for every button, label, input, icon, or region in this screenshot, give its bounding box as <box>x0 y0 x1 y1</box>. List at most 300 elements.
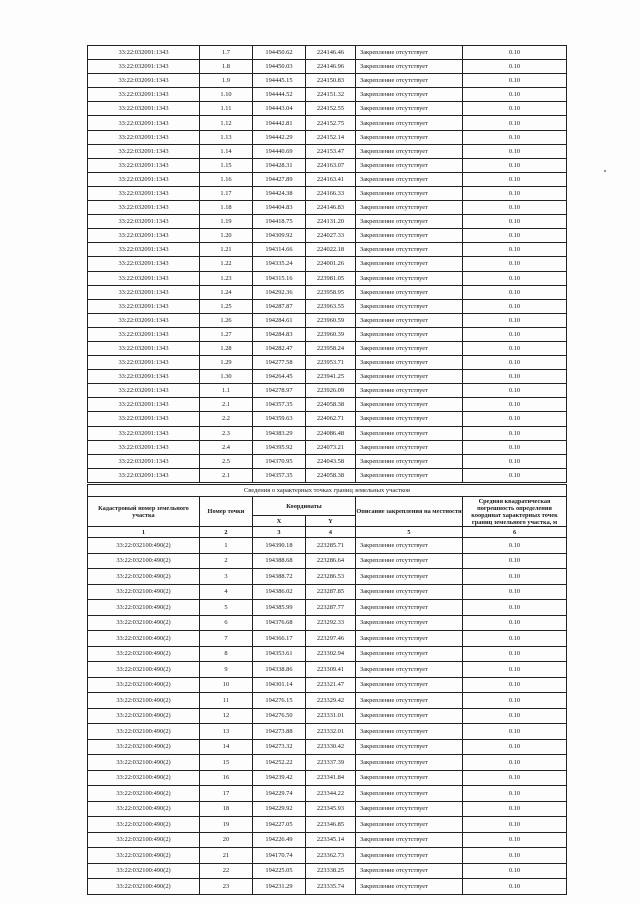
point-number-cell: 1.25 <box>200 299 253 313</box>
description-cell: Закрепление отсутствует <box>356 553 463 569</box>
error-cell: 0.10 <box>463 879 567 895</box>
x-coordinate-cell: 194424.38 <box>253 186 306 200</box>
cadastral-number-cell: 33:22:032100:490(2) <box>88 662 200 678</box>
y-coordinate-cell: 224146.96 <box>306 60 356 74</box>
x-coordinate-cell: 194287.87 <box>253 299 306 313</box>
x-coordinate-cell: 194315.16 <box>253 271 306 285</box>
error-cell: 0.10 <box>463 299 567 313</box>
table-row <box>88 88 567 102</box>
point-number-cell: 2 <box>200 553 253 569</box>
cadastral-number-cell: 33:22:032091:1343 <box>88 285 200 299</box>
cadastral-number-cell: 33:22:032100:490(2) <box>88 863 200 879</box>
y-coordinate-cell: 223287.77 <box>306 600 356 616</box>
point-number-cell: 1.29 <box>200 356 253 370</box>
cadastral-number-cell: 33:22:032091:1343 <box>88 327 200 341</box>
table-row <box>88 817 567 833</box>
x-coordinate-cell: 194273.32 <box>253 739 306 755</box>
point-number-cell: 10 <box>200 677 253 693</box>
boundary-points-table <box>87 484 567 895</box>
cadastral-number-cell: 33:22:032091:1343 <box>88 454 200 468</box>
point-number-cell: 16 <box>200 770 253 786</box>
error-cell: 0.10 <box>463 584 567 600</box>
y-coordinate-cell: 223309.41 <box>306 662 356 678</box>
description-cell: Закрепление отсутствует <box>356 817 463 833</box>
point-number-cell: 1.18 <box>200 201 253 215</box>
point-number-cell: 2.2 <box>200 412 253 426</box>
cadastral-number-cell: 33:22:032091:1343 <box>88 412 200 426</box>
header-point-number: Номер точки <box>200 497 253 527</box>
x-coordinate-cell: 194276.15 <box>253 693 306 709</box>
header-x: X <box>253 516 306 527</box>
table-row <box>88 341 567 355</box>
y-coordinate-cell: 223953.71 <box>306 356 356 370</box>
cadastral-number-cell: 33:22:032100:490(2) <box>88 739 200 755</box>
x-coordinate-cell: 194370.95 <box>253 454 306 468</box>
y-coordinate-cell: 224058.38 <box>306 398 356 412</box>
cadastral-number-cell: 33:22:032091:1343 <box>88 243 200 257</box>
cadastral-number-cell: 33:22:032100:490(2) <box>88 615 200 631</box>
point-number-cell: 1 <box>200 538 253 554</box>
description-cell: Закрепление отсутствует <box>356 832 463 848</box>
description-cell: Закрепление отсутствует <box>356 327 463 341</box>
description-cell: Закрепление отсутствует <box>356 313 463 327</box>
y-coordinate-cell: 223329.42 <box>306 693 356 709</box>
cadastral-number-cell: 33:22:032100:490(2) <box>88 832 200 848</box>
error-cell: 0.10 <box>463 724 567 740</box>
table-row <box>88 327 567 341</box>
table-row <box>88 440 567 454</box>
y-coordinate-cell: 223330.42 <box>306 739 356 755</box>
description-cell: Закрепление отсутствует <box>356 243 463 257</box>
x-coordinate-cell: 194292.36 <box>253 285 306 299</box>
header-y: Y <box>306 516 356 527</box>
point-number-cell: 7 <box>200 631 253 647</box>
table-row <box>88 801 567 817</box>
table-row <box>88 454 567 468</box>
y-coordinate-cell: 224152.14 <box>306 130 356 144</box>
error-cell: 0.10 <box>463 356 567 370</box>
description-cell: Закрепление отсутствует <box>356 708 463 724</box>
error-cell: 0.10 <box>463 370 567 384</box>
x-coordinate-cell: 194335.24 <box>253 257 306 271</box>
point-number-cell: 1.14 <box>200 144 253 158</box>
description-cell: Закрепление отсутствует <box>356 662 463 678</box>
cadastral-number-cell: 33:22:032091:1343 <box>88 341 200 355</box>
error-cell: 0.10 <box>463 454 567 468</box>
description-cell: Закрепление отсутствует <box>356 186 463 200</box>
y-coordinate-cell: 224073.21 <box>306 440 356 454</box>
description-cell: Закрепление отсутствует <box>356 693 463 709</box>
description-cell: Закрепление отсутствует <box>356 584 463 600</box>
y-coordinate-cell: 223960.39 <box>306 327 356 341</box>
y-coordinate-cell: 223926.09 <box>306 384 356 398</box>
x-coordinate-cell: 194338.86 <box>253 662 306 678</box>
cadastral-number-cell: 33:22:032091:1343 <box>88 102 200 116</box>
description-cell: Закрепление отсутствует <box>356 257 463 271</box>
table-row <box>88 116 567 130</box>
table-row <box>88 257 567 271</box>
table-row <box>88 879 567 895</box>
cadastral-number-cell: 33:22:032091:1343 <box>88 426 200 440</box>
y-coordinate-cell: 223338.25 <box>306 863 356 879</box>
y-coordinate-cell: 224001.26 <box>306 257 356 271</box>
x-coordinate-cell: 194427.89 <box>253 172 306 186</box>
x-coordinate-cell: 194440.69 <box>253 144 306 158</box>
y-coordinate-cell: 223960.59 <box>306 313 356 327</box>
x-coordinate-cell: 194442.29 <box>253 130 306 144</box>
table-row <box>88 215 567 229</box>
x-coordinate-cell: 194404.83 <box>253 201 306 215</box>
table-row <box>88 74 567 88</box>
description-cell: Закрепление отсутствует <box>356 46 463 60</box>
table-row <box>88 172 567 186</box>
x-coordinate-cell: 194353.61 <box>253 646 306 662</box>
description-cell: Закрепление отсутствует <box>356 879 463 895</box>
table-row <box>88 60 567 74</box>
y-coordinate-cell: 223963.55 <box>306 299 356 313</box>
point-number-cell: 1.11 <box>200 102 253 116</box>
error-cell: 0.10 <box>463 243 567 257</box>
x-coordinate-cell: 194450.03 <box>253 60 306 74</box>
error-cell: 0.10 <box>463 801 567 817</box>
error-cell: 0.10 <box>463 313 567 327</box>
description-cell: Закрепление отсутствует <box>356 271 463 285</box>
table-row <box>88 229 567 243</box>
error-cell: 0.10 <box>463 569 567 585</box>
table-row <box>88 832 567 848</box>
x-coordinate-cell: 194390.18 <box>253 538 306 554</box>
point-number-cell: 2.1 <box>200 468 253 482</box>
description-cell: Закрепление отсутствует <box>356 172 463 186</box>
table-bottom-header <box>88 485 567 538</box>
error-cell: 0.10 <box>463 229 567 243</box>
cadastral-number-cell: 33:22:032091:1343 <box>88 74 200 88</box>
cadastral-number-cell: 33:22:032091:1343 <box>88 60 200 74</box>
cadastral-number-cell: 33:22:032100:490(2) <box>88 631 200 647</box>
error-cell: 0.10 <box>463 327 567 341</box>
table-row <box>88 201 567 215</box>
error-cell: 0.10 <box>463 538 567 554</box>
x-coordinate-cell: 194443.04 <box>253 102 306 116</box>
y-coordinate-cell: 223321.47 <box>306 677 356 693</box>
description-cell: Закрепление отсутствует <box>356 158 463 172</box>
point-number-cell: 1.15 <box>200 158 253 172</box>
column-number: 5 <box>356 527 463 538</box>
y-coordinate-cell: 224131.20 <box>306 215 356 229</box>
error-cell: 0.10 <box>463 74 567 88</box>
column-number: 6 <box>463 527 567 538</box>
point-number-cell: 2.1 <box>200 398 253 412</box>
point-number-cell: 23 <box>200 879 253 895</box>
point-number-cell: 11 <box>200 693 253 709</box>
x-coordinate-cell: 194444.52 <box>253 88 306 102</box>
x-coordinate-cell: 194273.88 <box>253 724 306 740</box>
point-number-cell: 22 <box>200 863 253 879</box>
column-number: 1 <box>88 527 200 538</box>
point-number-cell: 14 <box>200 739 253 755</box>
cadastral-number-cell: 33:22:032091:1343 <box>88 130 200 144</box>
y-coordinate-cell: 223346.85 <box>306 817 356 833</box>
x-coordinate-cell: 194225.05 <box>253 863 306 879</box>
description-cell: Закрепление отсутствует <box>356 74 463 88</box>
table-row <box>88 426 567 440</box>
description-cell: Закрепление отсутствует <box>356 130 463 144</box>
x-coordinate-cell: 194252.22 <box>253 755 306 771</box>
x-coordinate-cell: 194278.97 <box>253 384 306 398</box>
point-number-cell: 1.12 <box>200 116 253 130</box>
point-number-cell: 21 <box>200 848 253 864</box>
error-cell: 0.10 <box>463 46 567 60</box>
x-coordinate-cell: 194388.68 <box>253 553 306 569</box>
cadastral-number-cell: 33:22:032100:490(2) <box>88 708 200 724</box>
table-row <box>88 356 567 370</box>
table-row <box>88 677 567 693</box>
error-cell: 0.10 <box>463 832 567 848</box>
table-row <box>88 553 567 569</box>
table-row <box>88 243 567 257</box>
description-cell: Закрепление отсутствует <box>356 356 463 370</box>
cadastral-number-cell: 33:22:032091:1343 <box>88 186 200 200</box>
y-coordinate-cell: 223345.93 <box>306 801 356 817</box>
cadastral-number-cell: 33:22:032091:1343 <box>88 158 200 172</box>
error-cell: 0.10 <box>463 201 567 215</box>
x-coordinate-cell: 194239.42 <box>253 770 306 786</box>
table-row <box>88 538 567 554</box>
table-row <box>88 130 567 144</box>
table-row <box>88 662 567 678</box>
point-number-cell: 3 <box>200 569 253 585</box>
y-coordinate-cell: 224166.33 <box>306 186 356 200</box>
x-coordinate-cell: 194301.14 <box>253 677 306 693</box>
cadastral-number-cell: 33:22:032091:1343 <box>88 440 200 454</box>
column-number: 3 <box>253 527 306 538</box>
error-cell: 0.10 <box>463 412 567 426</box>
description-cell: Закрепление отсутствует <box>356 631 463 647</box>
cadastral-number-cell: 33:22:032091:1343 <box>88 271 200 285</box>
error-cell: 0.10 <box>463 341 567 355</box>
header-coordinates: Координаты <box>253 497 356 516</box>
header-description: Описание закрепления на местности <box>356 497 463 527</box>
y-coordinate-cell: 223958.95 <box>306 285 356 299</box>
y-coordinate-cell: 223958.24 <box>306 341 356 355</box>
point-number-cell: 12 <box>200 708 253 724</box>
error-cell: 0.10 <box>463 186 567 200</box>
point-number-cell: 5 <box>200 600 253 616</box>
table-row <box>88 693 567 709</box>
y-coordinate-cell: 224058.38 <box>306 468 356 482</box>
table-row <box>88 285 567 299</box>
header-cadastral-number: Кадастровый номер земельного участка <box>88 497 200 527</box>
error-cell: 0.10 <box>463 739 567 755</box>
cadastral-number-cell: 33:22:032091:1343 <box>88 201 200 215</box>
error-cell: 0.10 <box>463 662 567 678</box>
x-coordinate-cell: 194170.74 <box>253 848 306 864</box>
error-cell: 0.10 <box>463 158 567 172</box>
y-coordinate-cell: 223344.22 <box>306 786 356 802</box>
description-cell: Закрепление отсутствует <box>356 370 463 384</box>
x-coordinate-cell: 194445.15 <box>253 74 306 88</box>
x-coordinate-cell: 194229.92 <box>253 801 306 817</box>
point-number-cell: 1.30 <box>200 370 253 384</box>
cadastral-number-cell: 33:22:032100:490(2) <box>88 755 200 771</box>
cadastral-number-cell: 33:22:032100:490(2) <box>88 879 200 895</box>
error-cell: 0.10 <box>463 440 567 454</box>
description-cell: Закрепление отсутствует <box>356 646 463 662</box>
error-cell: 0.10 <box>463 384 567 398</box>
error-cell: 0.10 <box>463 786 567 802</box>
table-row <box>88 299 567 313</box>
error-cell: 0.10 <box>463 285 567 299</box>
point-number-cell: 18 <box>200 801 253 817</box>
x-coordinate-cell: 194226.49 <box>253 832 306 848</box>
y-coordinate-cell: 224152.75 <box>306 116 356 130</box>
error-cell: 0.10 <box>463 172 567 186</box>
x-coordinate-cell: 194357.35 <box>253 398 306 412</box>
table-row <box>88 848 567 864</box>
description-cell: Закрепление отсутствует <box>356 398 463 412</box>
error-cell: 0.10 <box>463 693 567 709</box>
error-cell: 0.10 <box>463 271 567 285</box>
table-row <box>88 370 567 384</box>
x-coordinate-cell: 194284.83 <box>253 327 306 341</box>
point-number-cell: 15 <box>200 755 253 771</box>
table-row <box>88 144 567 158</box>
error-cell: 0.10 <box>463 398 567 412</box>
error-cell: 0.10 <box>463 631 567 647</box>
cadastral-number-cell: 33:22:032091:1343 <box>88 313 200 327</box>
table-row <box>88 615 567 631</box>
point-number-cell: 8 <box>200 646 253 662</box>
x-coordinate-cell: 194385.99 <box>253 600 306 616</box>
error-cell: 0.10 <box>463 426 567 440</box>
table-row <box>88 384 567 398</box>
y-coordinate-cell: 224043.58 <box>306 454 356 468</box>
description-cell: Закрепление отсутствует <box>356 201 463 215</box>
description-cell: Закрепление отсутствует <box>356 384 463 398</box>
description-cell: Закрепление отсутствует <box>356 770 463 786</box>
cadastral-number-cell: 33:22:032100:490(2) <box>88 724 200 740</box>
description-cell: Закрепление отсутствует <box>356 341 463 355</box>
error-cell: 0.10 <box>463 863 567 879</box>
cadastral-number-cell: 33:22:032100:490(2) <box>88 569 200 585</box>
error-cell: 0.10 <box>463 817 567 833</box>
cadastral-number-cell: 33:22:032091:1343 <box>88 116 200 130</box>
error-cell: 0.10 <box>463 144 567 158</box>
description-cell: Закрепление отсутствует <box>356 615 463 631</box>
x-coordinate-cell: 194357.35 <box>253 468 306 482</box>
description-cell: Закрепление отсутствует <box>356 848 463 864</box>
table-title: Сведения о характерных точках границ земельных участков <box>88 485 567 497</box>
y-coordinate-cell: 223332.01 <box>306 724 356 740</box>
point-number-cell: 1.21 <box>200 243 253 257</box>
description-cell: Закрепление отсутствует <box>356 144 463 158</box>
point-number-cell: 19 <box>200 817 253 833</box>
table-row <box>88 600 567 616</box>
y-coordinate-cell: 223292.33 <box>306 615 356 631</box>
table-row <box>88 631 567 647</box>
point-number-cell: 9 <box>200 662 253 678</box>
point-number-cell: 6 <box>200 615 253 631</box>
boundary-points-table-continued <box>87 45 567 483</box>
description-cell: Закрепление отсутствует <box>356 60 463 74</box>
cadastral-number-cell: 33:22:032091:1343 <box>88 215 200 229</box>
x-coordinate-cell: 194282.47 <box>253 341 306 355</box>
x-coordinate-cell: 194450.62 <box>253 46 306 60</box>
y-coordinate-cell: 223302.94 <box>306 646 356 662</box>
cadastral-number-cell: 33:22:032091:1343 <box>88 299 200 313</box>
y-coordinate-cell: 223286.64 <box>306 553 356 569</box>
x-coordinate-cell: 194418.75 <box>253 215 306 229</box>
point-number-cell: 1.22 <box>200 257 253 271</box>
cadastral-number-cell: 33:22:032091:1343 <box>88 468 200 482</box>
cadastral-number-cell: 33:22:032091:1343 <box>88 46 200 60</box>
cadastral-number-cell: 33:22:032100:490(2) <box>88 770 200 786</box>
x-coordinate-cell: 194376.68 <box>253 615 306 631</box>
description-cell: Закрепление отсутствует <box>356 755 463 771</box>
point-number-cell: 17 <box>200 786 253 802</box>
error-cell: 0.10 <box>463 215 567 229</box>
cadastral-number-cell: 33:22:032091:1343 <box>88 88 200 102</box>
table-row <box>88 46 567 60</box>
description-cell: Закрепление отсутствует <box>356 724 463 740</box>
description-cell: Закрепление отсутствует <box>356 229 463 243</box>
y-coordinate-cell: 223345.14 <box>306 832 356 848</box>
description-cell: Закрепление отсутствует <box>356 412 463 426</box>
x-coordinate-cell: 194366.17 <box>253 631 306 647</box>
description-cell: Закрепление отсутствует <box>356 739 463 755</box>
table-row <box>88 158 567 172</box>
point-number-cell: 1.20 <box>200 229 253 243</box>
y-coordinate-cell: 223285.71 <box>306 538 356 554</box>
x-coordinate-cell: 194428.31 <box>253 158 306 172</box>
y-coordinate-cell: 223287.85 <box>306 584 356 600</box>
description-cell: Закрепление отсутствует <box>356 426 463 440</box>
table-row <box>88 468 567 482</box>
cadastral-number-cell: 33:22:032091:1343 <box>88 172 200 186</box>
cadastral-number-cell: 33:22:032091:1343 <box>88 229 200 243</box>
cadastral-number-cell: 33:22:032091:1343 <box>88 257 200 271</box>
error-cell: 0.10 <box>463 646 567 662</box>
description-cell: Закрепление отсутствует <box>356 215 463 229</box>
column-number: 2 <box>200 527 253 538</box>
table-row <box>88 739 567 755</box>
cadastral-number-cell: 33:22:032100:490(2) <box>88 538 200 554</box>
cadastral-number-cell: 33:22:032091:1343 <box>88 384 200 398</box>
x-coordinate-cell: 194284.61 <box>253 313 306 327</box>
y-coordinate-cell: 224152.55 <box>306 102 356 116</box>
point-number-cell: 20 <box>200 832 253 848</box>
error-cell: 0.10 <box>463 468 567 482</box>
y-coordinate-cell: 224153.47 <box>306 144 356 158</box>
point-number-cell: 2.4 <box>200 440 253 454</box>
y-coordinate-cell: 223331.01 <box>306 708 356 724</box>
description-cell: Закрепление отсутствует <box>356 468 463 482</box>
cadastral-number-cell: 33:22:032100:490(2) <box>88 801 200 817</box>
table-row <box>88 863 567 879</box>
table-bottom-body <box>88 538 567 895</box>
x-coordinate-cell: 194276.50 <box>253 708 306 724</box>
description-cell: Закрепление отсутствует <box>356 299 463 313</box>
point-number-cell: 1.9 <box>200 74 253 88</box>
cadastral-number-cell: 33:22:032100:490(2) <box>88 786 200 802</box>
cadastral-number-cell: 33:22:032091:1343 <box>88 370 200 384</box>
point-number-cell: 4 <box>200 584 253 600</box>
cadastral-number-cell: 33:22:032100:490(2) <box>88 693 200 709</box>
y-coordinate-cell: 223286.53 <box>306 569 356 585</box>
error-cell: 0.10 <box>463 708 567 724</box>
y-coordinate-cell: 224151.32 <box>306 88 356 102</box>
x-coordinate-cell: 194229.74 <box>253 786 306 802</box>
